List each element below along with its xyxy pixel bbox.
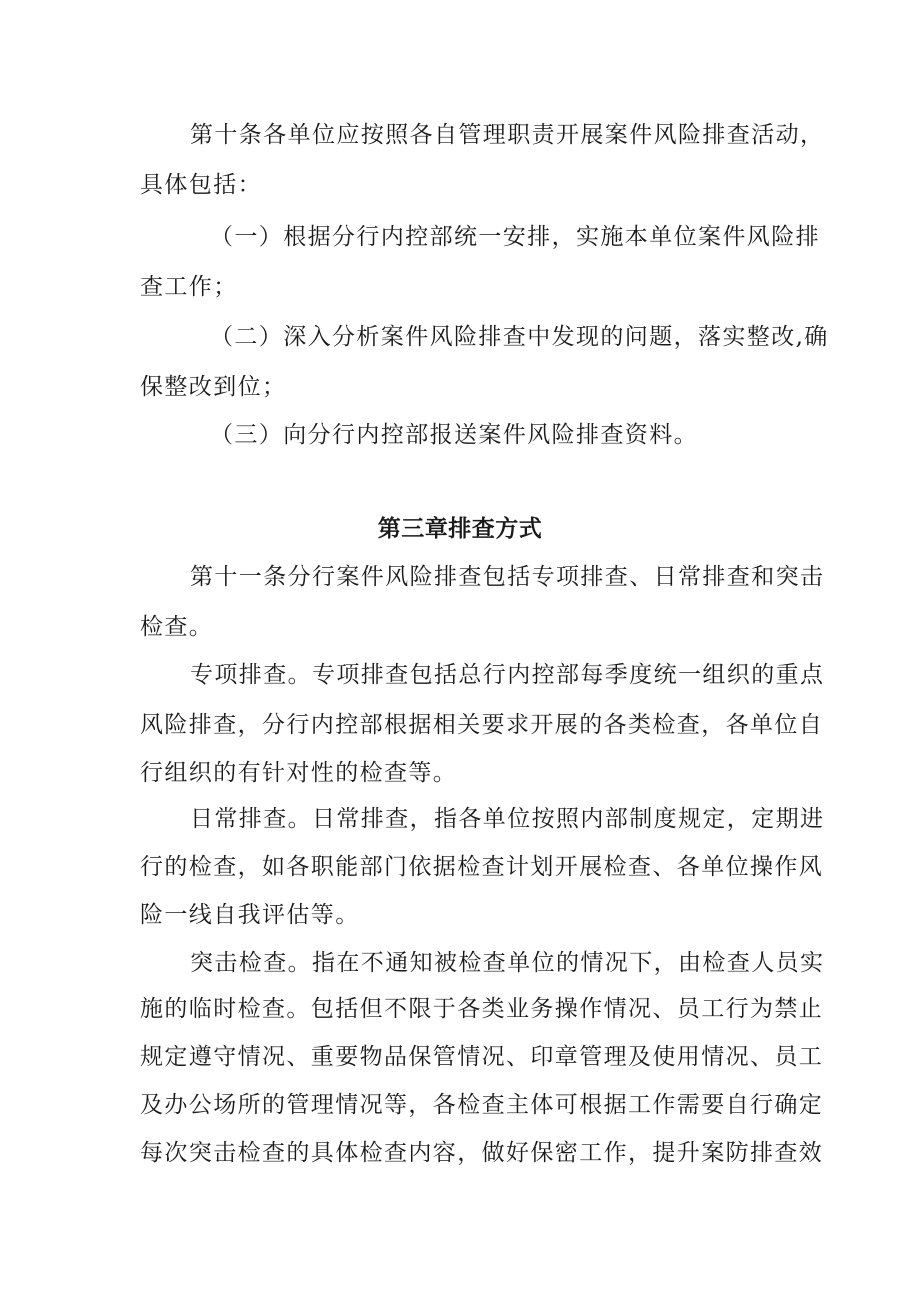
article-11-line-1: 第十一条分行案件风险排查包括专项排查、日常排查和突击: [190, 564, 825, 590]
surprise-check-line-4: 及办公场所的管理情况等，各检查主体可根据工作需要自行确定: [140, 1092, 824, 1118]
special-check-line-2: 风险排查，分行内控部根据相关要求开展的各类检查，各单位自: [140, 712, 824, 738]
daily-check-line-3: 险一线自我评估等。: [140, 902, 360, 928]
article-10-item-2-line-2: 保整改到位；: [140, 374, 287, 400]
article-10-line-2: 具体包括：: [140, 172, 262, 198]
special-check-line-3: 行组织的有针对性的检查等。: [140, 760, 458, 786]
article-10-item-1-line-1: （一）根据分行内控部统一安排，实施本单位案件风险排: [210, 224, 820, 250]
article-10-line-1: 第十条各单位应按照各自管理职责开展案件风险排查活动，: [190, 122, 825, 148]
article-10-item-2-line-1: （二）深入分析案件风险排查中发现的问题，落实整改,确: [210, 324, 829, 350]
surprise-check-line-1: 突击检查。指在不通知被检查单位的情况下，由检查人员实: [190, 950, 825, 976]
surprise-check-line-3: 规定遵守情况、重要物品保管情况、印章管理及使用情况、员工: [140, 1044, 824, 1070]
surprise-check-line-5: 每次突击检查的具体检查内容，做好保密工作，提升案防排查效: [140, 1140, 824, 1166]
article-10-item-3-line-1: （三）向分行内控部报送案件风险排查资料。: [210, 422, 698, 448]
surprise-check-line-2: 施的临时检查。包括但不限于各类业务操作情况、员工行为禁止: [140, 996, 824, 1022]
article-11-line-2: 检查。: [140, 614, 214, 640]
special-check-line-1: 专项排查。专项排查包括总行内控部每季度统一组织的重点: [190, 662, 825, 688]
chapter-3-title: 第三章排查方式: [377, 516, 543, 542]
daily-check-line-1: 日常排查。日常排查，指各单位按照内部制度规定，定期进: [190, 806, 825, 832]
daily-check-line-2: 行的检查，如各职能部门依据检查计划开展检查、各单位操作风: [140, 854, 824, 880]
article-10-item-1-line-2: 查工作；: [140, 274, 238, 300]
